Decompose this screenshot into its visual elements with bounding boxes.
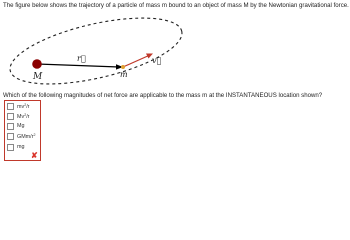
orbit-diagram — [0, 0, 350, 100]
option-label: $mv^2/r$ — [17, 103, 30, 110]
option-checkbox[interactable] — [7, 133, 14, 140]
option-mv2-over-r[interactable] — [7, 102, 29, 110]
velocity-vector-label: v⃗ — [152, 56, 162, 65]
velocity-vector-arrow — [123, 55, 150, 67]
question-intro-text: The figure below shows the trajectory of a particle of mass m bound to an object of mass M by the Newtonian gravitational force. — [3, 2, 349, 9]
option-checkbox[interactable] — [7, 103, 14, 110]
option-label: mg — [17, 144, 25, 150]
option-label: Mg — [17, 123, 25, 129]
incorrect-x-icon: ✘ — [31, 151, 38, 160]
option-GMm-over-r2[interactable] — [7, 132, 35, 140]
large-mass-M — [32, 59, 42, 69]
trajectory-ellipse — [4, 5, 188, 97]
question-text: Which of the following magnitudes of net force are applicable to the mass m at the INSTANTANEOUS location shown? — [3, 92, 323, 99]
large-mass-label: M — [33, 72, 43, 82]
position-vector-arrow — [37, 64, 119, 67]
option-label: GMm/$r^2$ — [17, 133, 36, 140]
small-mass-label: m — [120, 70, 128, 79]
option-Mg[interactable] — [7, 122, 25, 130]
answer-options-box — [4, 100, 41, 161]
position-vector-label: r⃗ — [77, 54, 86, 63]
small-mass-m — [121, 65, 125, 69]
option-checkbox[interactable] — [7, 144, 14, 151]
option-label: Mv$^2$/r — [17, 113, 30, 120]
option-checkbox[interactable] — [7, 123, 14, 130]
option-checkbox[interactable] — [7, 113, 14, 120]
option-Mv2-over-r[interactable] — [7, 112, 29, 120]
option-mg[interactable] — [7, 143, 25, 151]
